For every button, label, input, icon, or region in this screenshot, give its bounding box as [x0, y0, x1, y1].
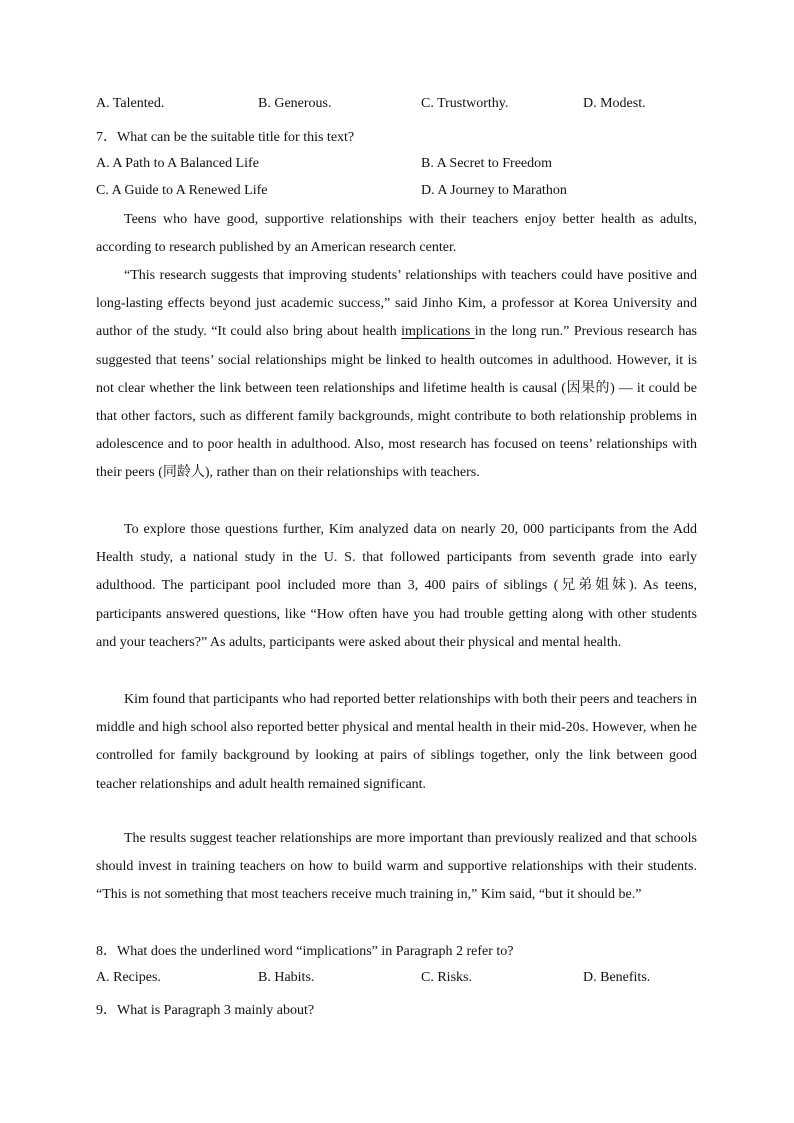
q8-option-a: A. Recipes. — [96, 970, 161, 985]
q9-stem: 9．What is Paragraph 3 mainly about? — [96, 1003, 315, 1018]
q6-option-b: B. Generous. — [258, 96, 332, 111]
q8-option-c: C. Risks. — [421, 970, 472, 985]
q7-stem: 7．What can be the suitable title for this text? — [96, 130, 355, 145]
q6-option-a: A. Talented. — [96, 96, 165, 111]
q7-option-b: B. A Secret to Freedom — [421, 156, 553, 171]
paragraph-5-text: The results suggest teacher relationships are more important than previously realized and that schools should invest in training teachers on how to build warm and supportive relationships with their students. “This is not something that most teachers receive much training in,” Kim said, “but it should be.” — [96, 831, 697, 903]
q8-option-d: D. Benefits. — [583, 970, 651, 985]
passage-paragraph-5 — [96, 825, 697, 910]
q7-option-d: D. A Journey to Marathon — [421, 183, 567, 198]
paragraph-4-text: Kim found that participants who had reported better relationships with both their peers and teachers in middle and high school also reported better physical and mental health in their mid-20s. However, when he controlled for family background by looking at pairs of siblings together, only the link between good teacher relationships and adult health remained significant. — [96, 692, 697, 792]
q7-option-c: C. A Guide to A Renewed Life — [96, 183, 268, 198]
q8-option-b: B. Habits. — [258, 970, 315, 985]
passage-paragraph-3 — [96, 516, 697, 657]
paragraph-2-text-start: “This research suggests that improving students’ relationships with teachers could have positive and long-lasting effects beyond just academic success,” said Jinho Kim, a professor at Korea University and author of the study. “It could also bring about health — [96, 268, 697, 340]
paragraph-1-text: Teens who have good, supportive relationships with their teachers enjoy better health as adults, according to research published by an American research center. — [96, 212, 697, 256]
q8-stem: 8．What does the underlined word “implications” in Paragraph 2 refer to? — [96, 944, 514, 959]
passage-paragraph-2 — [96, 262, 697, 488]
underlined-word-implications: implications — [401, 324, 475, 340]
q6-option-d: D. Modest. — [583, 96, 646, 111]
q6-option-c: C. Trustworthy. — [421, 96, 509, 111]
paragraph-3-text: To explore those questions further, Kim analyzed data on nearly 20, 000 participants from the Add Health study, a national study in the U. S. that followed participants from seventh grade into early adulthood. The participant pool included more than 3, 400 pairs of siblings (兄弟姐妹). As teens, participants answered questions, like “How often have you had trouble getting along with other students and your teachers?” As adults, participants were asked about their physical and mental health. — [96, 522, 697, 650]
paragraph-2-text-end: in the long run.” Previous research has suggested that teens’ social relationships might be linked to health outcomes in adulthood. However, it is not clear whether the link between teen relationships and lifetime health is causal (因果的) — it could be that other factors, such as different family backgrounds, might contribute to both relationship problems in adolescence and to poor health in adulthood. Also, most research has focused on teens’ relationships with their peers (同龄人), rather than on their relationships with teachers. — [96, 324, 697, 481]
q7-option-a: A. A Path to A Balanced Life — [96, 156, 259, 171]
passage-paragraph-1 — [96, 206, 697, 262]
passage-paragraph-4 — [96, 686, 697, 799]
